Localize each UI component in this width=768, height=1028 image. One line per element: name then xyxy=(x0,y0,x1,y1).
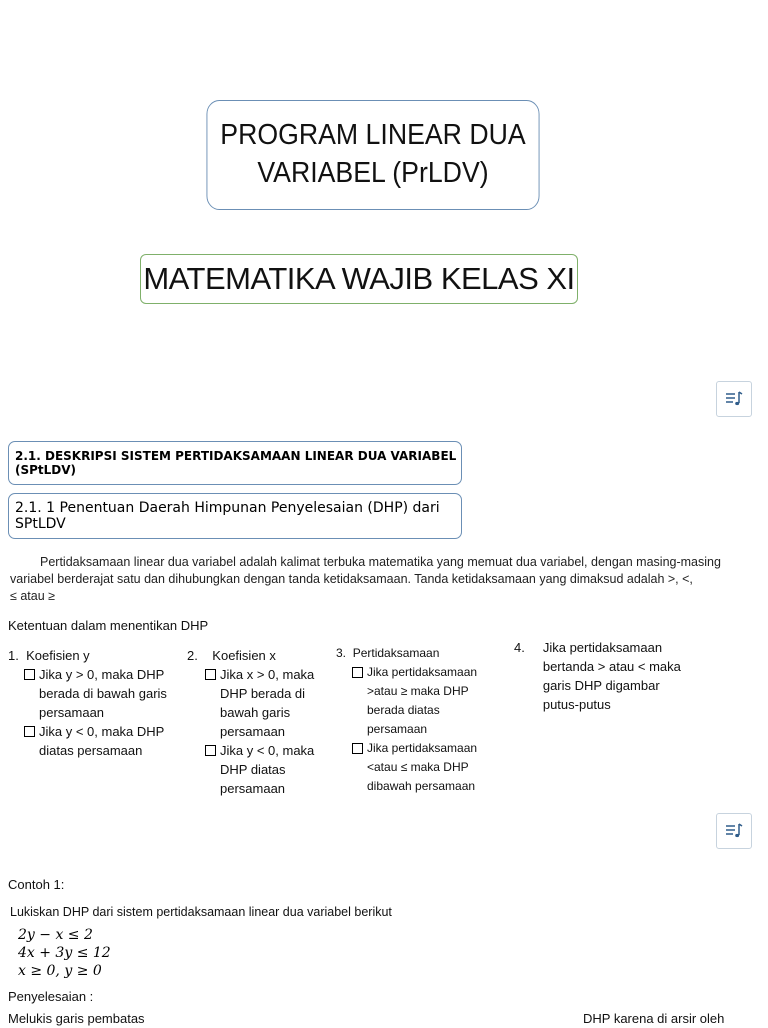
checkbox-bullet-icon xyxy=(205,745,216,756)
intro-paragraph xyxy=(10,554,756,605)
rule-column-2 xyxy=(187,646,327,798)
solution-label: Penyelesaian : xyxy=(8,989,94,1004)
section-heading-2-1-text: 2.1. DESKRIPSI SISTEM PERTIDAKSAMAAN LINEAR DUA VARIABEL (SPtLDV) xyxy=(15,449,457,477)
contoh-prompt: Lukiskan DHP dari sistem pertidaksamaan linear dua variabel berikut xyxy=(10,905,392,919)
rule-2-bullet-1-text: Jika x > 0, maka DHP berada di bawah garis persamaan xyxy=(220,667,315,739)
rule-1-bullet-2 xyxy=(8,722,183,760)
contoh-label: Contoh 1: xyxy=(8,877,65,892)
rule-column-3 xyxy=(336,644,496,796)
audio-note-button-2[interactable] xyxy=(716,813,752,849)
checkbox-bullet-icon xyxy=(24,669,35,680)
rule-1-bullet-1 xyxy=(8,665,183,722)
rule-1-bullet-2-text: Jika y < 0, maka DHP diatas persamaan xyxy=(39,724,165,758)
rule-1-bullet-1-text: Jika y > 0, maka DHP berada di bawah garis persamaan xyxy=(39,667,167,720)
title-box xyxy=(206,100,539,210)
rule-column-4 xyxy=(514,638,684,714)
title-line-2: VARIABEL (PrLDV) xyxy=(257,157,489,189)
rule-4-text: Jika pertidaksamaan bertanda > atau < maka garis DHP digambar putus-putus xyxy=(542,640,681,712)
rule-1-number: 1. xyxy=(8,648,19,663)
subject-box xyxy=(140,254,578,304)
music-note-icon xyxy=(724,821,744,841)
rule-3-bullet-2 xyxy=(336,739,496,796)
rule-2-bullet-2-text: Jika y < 0, maka DHP diatas persamaan xyxy=(220,743,315,796)
rule-3-bullet-1-text: Jika pertidaksamaan >atau ≥ maka DHP berada diatas persamaan xyxy=(367,665,478,736)
audio-note-button-1[interactable] xyxy=(716,381,752,417)
ketentuan-heading: Ketentuan dalam menentikan DHP xyxy=(8,618,209,633)
equation-3: x ≥ 0, y ≥ 0 xyxy=(18,963,102,979)
equation-1: 2y − x ≤ 2 xyxy=(18,927,93,943)
section-heading-2-1-1 xyxy=(8,493,462,539)
rule-3-bullet-1 xyxy=(336,663,496,739)
intro-line-3: ≤ atau ≥ xyxy=(10,589,55,603)
music-note-icon xyxy=(724,389,744,409)
checkbox-bullet-icon xyxy=(352,743,363,754)
checkbox-bullet-icon xyxy=(205,669,216,680)
rule-1-heading: Koefisien y xyxy=(26,648,90,663)
intro-line-2: variabel berderajat satu dan dihubungkan dengan tanda ketidaksamaan. Tanda ketidaksamaan yang dimaksud adalah >, <, xyxy=(10,572,693,586)
solution-step-1: Melukis garis pembatas xyxy=(8,1011,145,1026)
rule-3-number: 3. xyxy=(336,646,347,660)
section-heading-2-1-1-text: 2.1. 1 Penentuan Daerah Himpunan Penyelesaian (DHP) dari SPtLDV xyxy=(15,500,440,532)
dhp-note: DHP karena di arsir oleh xyxy=(583,1011,725,1026)
checkbox-bullet-icon xyxy=(24,726,35,737)
rule-4-number: 4. xyxy=(514,640,525,655)
title-line-1: PROGRAM LINEAR DUA xyxy=(220,119,526,152)
checkbox-bullet-icon xyxy=(352,667,363,678)
rule-2-number: 2. xyxy=(187,648,198,663)
rule-3-heading: Pertidaksamaan xyxy=(352,646,440,660)
subject-title: MATEMATIKA WAJIB KELAS XI xyxy=(143,261,575,296)
section-heading-2-1 xyxy=(8,441,462,485)
rule-2-heading: Koefisien x xyxy=(212,648,276,663)
intro-line-1: Pertidaksamaan linear dua variabel adalah kalimat terbuka matematika yang memuat dua variabel, dengan masing-masing xyxy=(40,555,721,569)
rule-2-bullet-1 xyxy=(187,665,327,741)
equation-2: 4x + 3y ≤ 12 xyxy=(18,945,111,961)
rule-2-bullet-2 xyxy=(187,741,327,798)
rule-column-1 xyxy=(8,646,183,760)
rule-3-bullet-2-text: Jika pertidaksamaan <atau ≤ maka DHP dibawah persamaan xyxy=(367,741,478,793)
